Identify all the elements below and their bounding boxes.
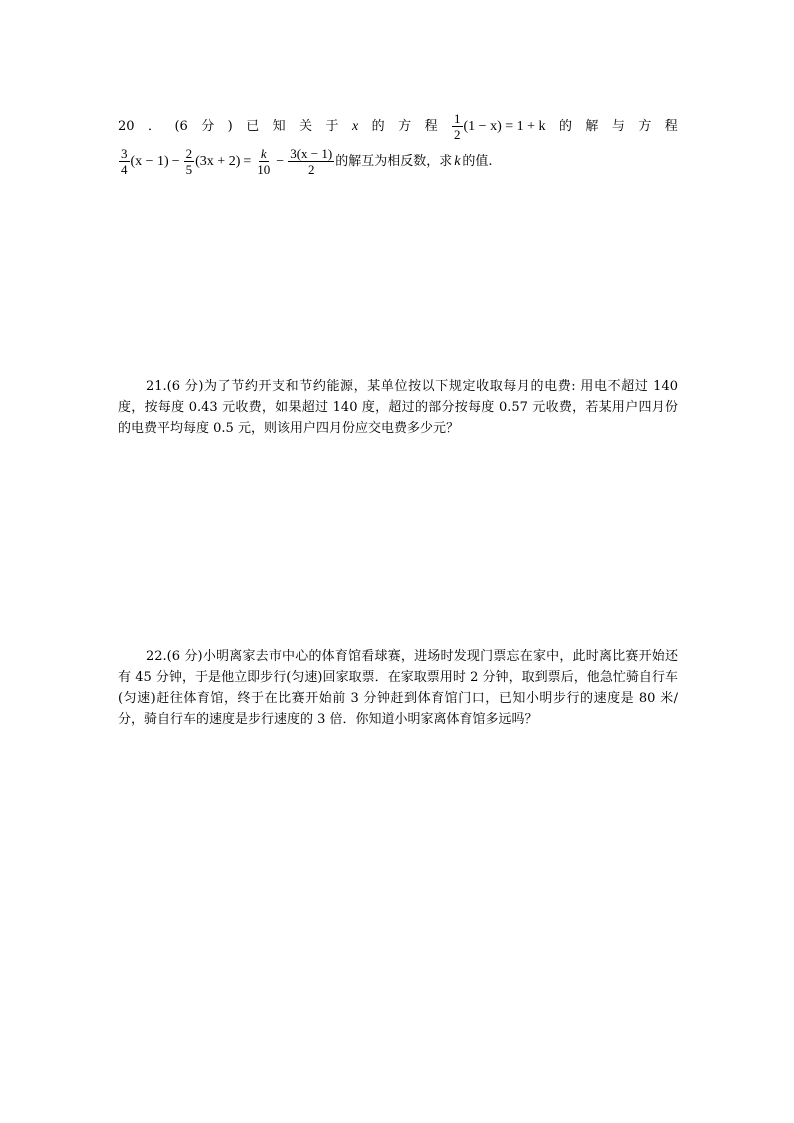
numerator: k — [260, 146, 267, 161]
problem-20-tail-end: 的值. — [462, 154, 493, 169]
equation-1 — [451, 112, 546, 141]
word: ) — [227, 119, 233, 134]
denominator: 5 — [185, 162, 193, 177]
word: 关 — [299, 119, 313, 134]
equation-1-rest: (1 − x) = 1 + k — [463, 119, 546, 134]
problem-20-line-2 — [118, 147, 678, 176]
problem-21-text: 21.(6 分)为了节约开支和节约能源，某单位按以下规定收取每月的电费: 用电不超过 140 度，按每度 0.43 元收费，如果超过 140 度，超过的部分按每度 0.57 元收费，若某用户四月份的电费平均每度 0.5 元，则该用户四月份应交电费多少元？ — [118, 379, 678, 436]
word: 20 — [118, 119, 135, 134]
problem-21 — [118, 376, 678, 439]
word: 程 — [664, 119, 678, 134]
word: 方 — [638, 119, 652, 134]
word: 方 — [398, 119, 412, 134]
word: ． — [147, 119, 161, 134]
equals-sign: = — [243, 154, 252, 169]
denominator: 4 — [121, 162, 128, 177]
word: (6 — [174, 119, 188, 134]
word: 与 — [611, 119, 625, 134]
denominator: 2 — [454, 127, 461, 142]
fraction — [119, 147, 130, 176]
word: 知 — [272, 119, 286, 134]
word: 分 — [201, 119, 215, 134]
term: (x − 1) — [130, 154, 169, 169]
denominator: 2 — [307, 162, 315, 177]
fraction — [255, 147, 272, 176]
term: (3x + 2) — [195, 154, 241, 169]
variable-k: k — [454, 154, 461, 169]
problem-22 — [118, 646, 678, 730]
fraction — [288, 147, 334, 176]
problem-22-text: 22.(6 分)小明离家去市中心的体育馆看球赛，进场时发现门票忘在家中，此时离比赛开始还有 45 分钟，于是他立即步行(匀速)回家取票．在家取票用时 2 分钟，取到票后，他急忙骑自行车(匀速)赶往体育馆，终于在比赛开始前 3 分钟赶到体育馆门口，已知小明步行的速度是 80 米/分，骑自行车的速度是步行速度的 3 倍．你知道小明家离体育馆多远吗？ — [118, 649, 678, 727]
word: 的 — [558, 119, 572, 134]
fraction — [184, 147, 195, 176]
numerator: 2 — [185, 146, 193, 161]
word: 程 — [424, 119, 438, 134]
problem-20-line-1 — [118, 112, 678, 141]
problem-20-tail: 的解互为相反数，求 — [335, 154, 453, 169]
minus-sign: − — [171, 154, 180, 169]
word: 已 — [246, 119, 260, 134]
minus-sign: − — [276, 154, 285, 169]
numerator: 3(x − 1) — [290, 146, 333, 161]
numerator: 1 — [454, 111, 461, 126]
fraction — [452, 112, 463, 141]
denominator: 10 — [257, 162, 271, 177]
problem-20 — [118, 112, 678, 176]
numerator: 3 — [121, 146, 128, 161]
word: 解 — [585, 119, 599, 134]
word: 于 — [325, 119, 339, 134]
word: 的 — [371, 119, 385, 134]
variable-x: x — [352, 119, 359, 134]
